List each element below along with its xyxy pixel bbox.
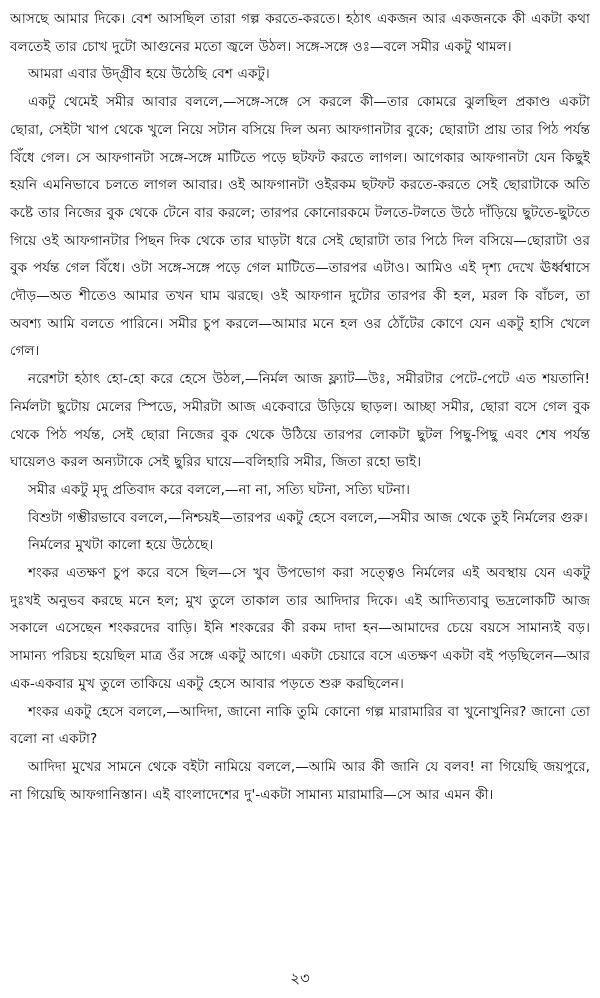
paragraph: বিশুটা গম্ভীরভাবে বললে,—নিশ্চয়ই—তারপর একটু হেসে বললে,—সমীর আজ থেকে তুই নির্মলের গুরু। [28,509,588,526]
paragraph: নির্মলের মুখটা কালো হয়ে উঠেছে। [28,537,214,554]
paragraph: শংকর একটু হেসে বললে,—আদিদা, জানো নাকি তুমি কোনো গল্প মারামারির বা খুনোখুনির? জানো তো বলো না একটা? [10,703,590,748]
paragraph: সমীর একটু মৃদু প্রতিবাদ করে বললে,—না না, সত্যি ঘটনা, সত্যি ঘটনা। [28,481,410,498]
paragraph: আমরা এবার উদ্‌গ্রীব হয়ে উঠেছি বেশ একটু। [28,66,270,83]
page-number: ২৩ [290,969,310,987]
paragraph: নরেশটা হঠাৎ হো-হো করে হেসে উঠল,—নির্মল আজ ফ্ল্যাট—উঃ, সমীরটার পেটে-পেটে এত শয়তানি! নির্মলটা ছুটোয় মেলের স্পিডে, সমীরটা আজ একেবারে উড়িয়ে ছাড়ল। আচ্ছা সমীর, ছোরা বসে গেল বুক থেকে পিঠ পর্যন্ত, সেই ছোরা নিজের বুক থেকে উঠিয়ে তারপর লোকটা ছুটল পিছু-পিছু এবং শেষ পর্যন্ত ঘায়েলও করল অন্যটাকে সেই ছুরির ঘায়ে—বলিহারি সমীর, জিতা রহো ভাই। [10,371,590,471]
paragraph: আসছে আমার দিকে। বেশ আসছিল তারা গল্প করতে-করতে। হঠাৎ একজন আর একজনকে কী একটা কথা বলতেই তার চোখ দুটো আগুনের মতো জ্বলে উঠল। সঙ্গে-সঙ্গে ওঃ—বলে সমীর একটু থামল। [10,11,590,55]
paragraph: শংকর এতক্ষণ চুপ করে বসে ছিল—সে খুব উপভোগ করা সত্ত্বেও নির্মলের এই অবস্থায় যেন একটু দুঃখই অনুভব করছে মনে হল; মুখ তুলে তাকাল তার আদিদার দিকে। এই আদিত্যবাবু ভদ্রলোকটি আজ সকালে এসেছেন শংকরদের বাড়ি। ইনি শংকরের কী রকম দাদা হন—আমাদের চেয়ে বয়সে সামান্যই বড়। সামান্য পরিচয় হয়েছিল মাত্র ওঁর সঙ্গে একটু আগে। একটা চেয়ারে বসে এতক্ষণ একটা বই পড়ছিলেন—আর এক-একবার মুখ তুলে তাকিয়ে একটু হেসে আবার পড়তে শুরু করছিলেন। [10,565,590,692]
paragraph: একটু থেমেই সমীর আবার বললে,—সঙ্গে-সঙ্গে সে করলে কী—তার কোমরে ঝুলছিল প্রকাণ্ড একটা ছোরা, সেইটা খাপ থেকে খুলে নিয়ে সটান বসিয়ে দিল অন্য আফগানটার বুকে; ছোরাটা প্রায় তার পিঠ পর্যন্ত বিঁধে গেল। সে আফগানটা সঙ্গে-সঙ্গে মাটিতে পড়ে ছটফট করতে লাগল। আগেকার আফগানটা যেন কিছুই হয়নি এমনিভাবে চলতে লাগল আবার। ওই আফগানটা ওইরকম ছটফট করতে-করতে সেই ছোরাটাকে অতি কষ্টে তার নিজের বুক থেকে টেনে বার করলে; তারপর কোনোরকমে টলতে-টলতে উঠে দাঁড়িয়ে ছুটতে-ছুটতে গিয়ে ওই আফগানটার পিছন দিক থেকে তার ঘাড়টা ধরে সেই ছোরাটা তার পিঠে দিল বসিয়ে—ছোরাটা ওর বুক পর্যন্ত গেল বিঁধে। ওটা সঙ্গে-সঙ্গে পড়ে গেল মাটিতে—তারপর এটাও। আমিও এই দৃশ্য দেখে ঊর্ধ্বশ্বাসে দৌড়—অত শীতেও আমার তখন ঘাম ঝরছে। ওই আফগান দুটোর তারপর কী হল, মরল কি বাঁচল, তা অবশ্য আমি বলতে পারিনে। সমীর চুপ করলে—আমার মনে হল ওর ঠোঁটের কোণে যেন একটু হাসি খেলে গেল। [10,94,590,360]
paragraph: আদিদা মুখের সামনে থেকে বইটা নামিয়ে বললে,—আমি আর কী জানি যে বলব! না গিয়েছি জয়পুরে, না গিয়েছি আফগানিস্তান। এই বাংলাদেশের দু'-একটা সামান্য মারামারি—সে আর এমন কী। [10,758,590,803]
